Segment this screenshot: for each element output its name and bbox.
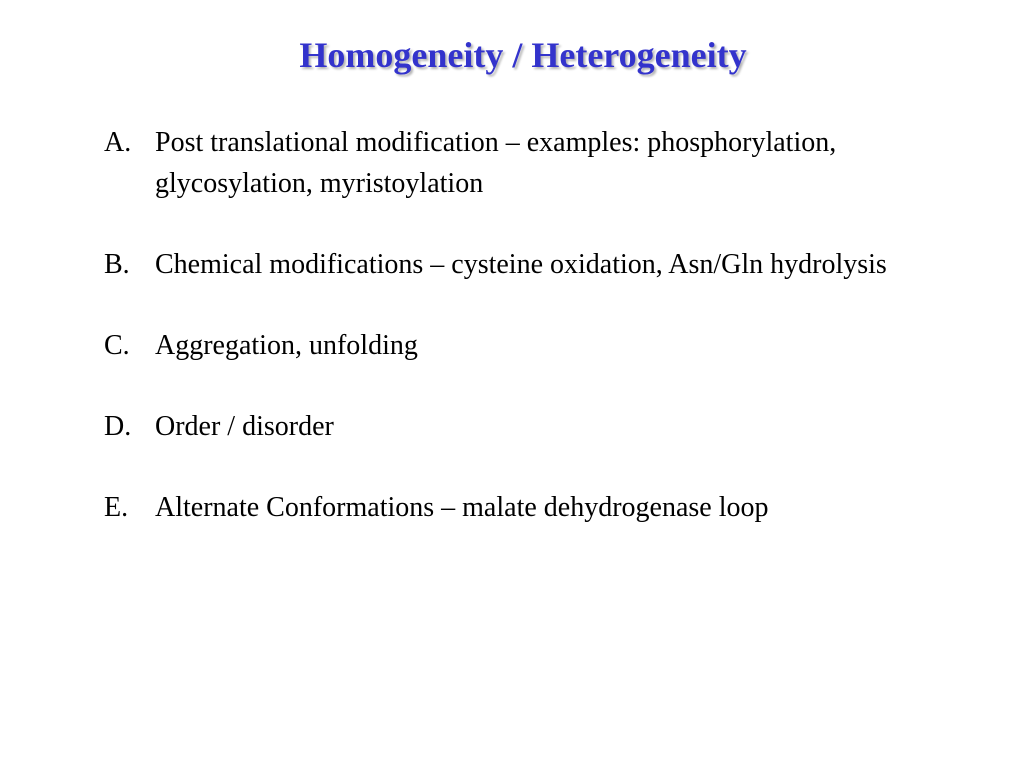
list-item [104, 244, 984, 285]
list-item-text: Post translational modification – examples: phosphorylation, glycosylation, myristoylation [155, 127, 837, 199]
list-marker: E. [104, 492, 129, 523]
list-item-text: Order / disorder [155, 411, 334, 442]
list-item [104, 406, 984, 447]
list-item-text: Alternate Conformations – malate dehydrogenase loop [155, 492, 769, 523]
list-item-text: Chemical modifications – cysteine oxidation, Asn/Gln hydrolysis [155, 249, 887, 280]
list-marker: A. [104, 127, 132, 158]
list-item [104, 325, 984, 366]
list-marker: C. [104, 330, 130, 361]
list-marker: D. [104, 411, 132, 442]
slide-title: Homogeneity / Heterogeneity [299, 35, 747, 75]
topic-list [104, 122, 984, 568]
list-item-text: Aggregation, unfolding [155, 330, 418, 361]
list-marker: B. [104, 249, 130, 280]
list-item [104, 122, 984, 204]
list-item [104, 487, 984, 528]
